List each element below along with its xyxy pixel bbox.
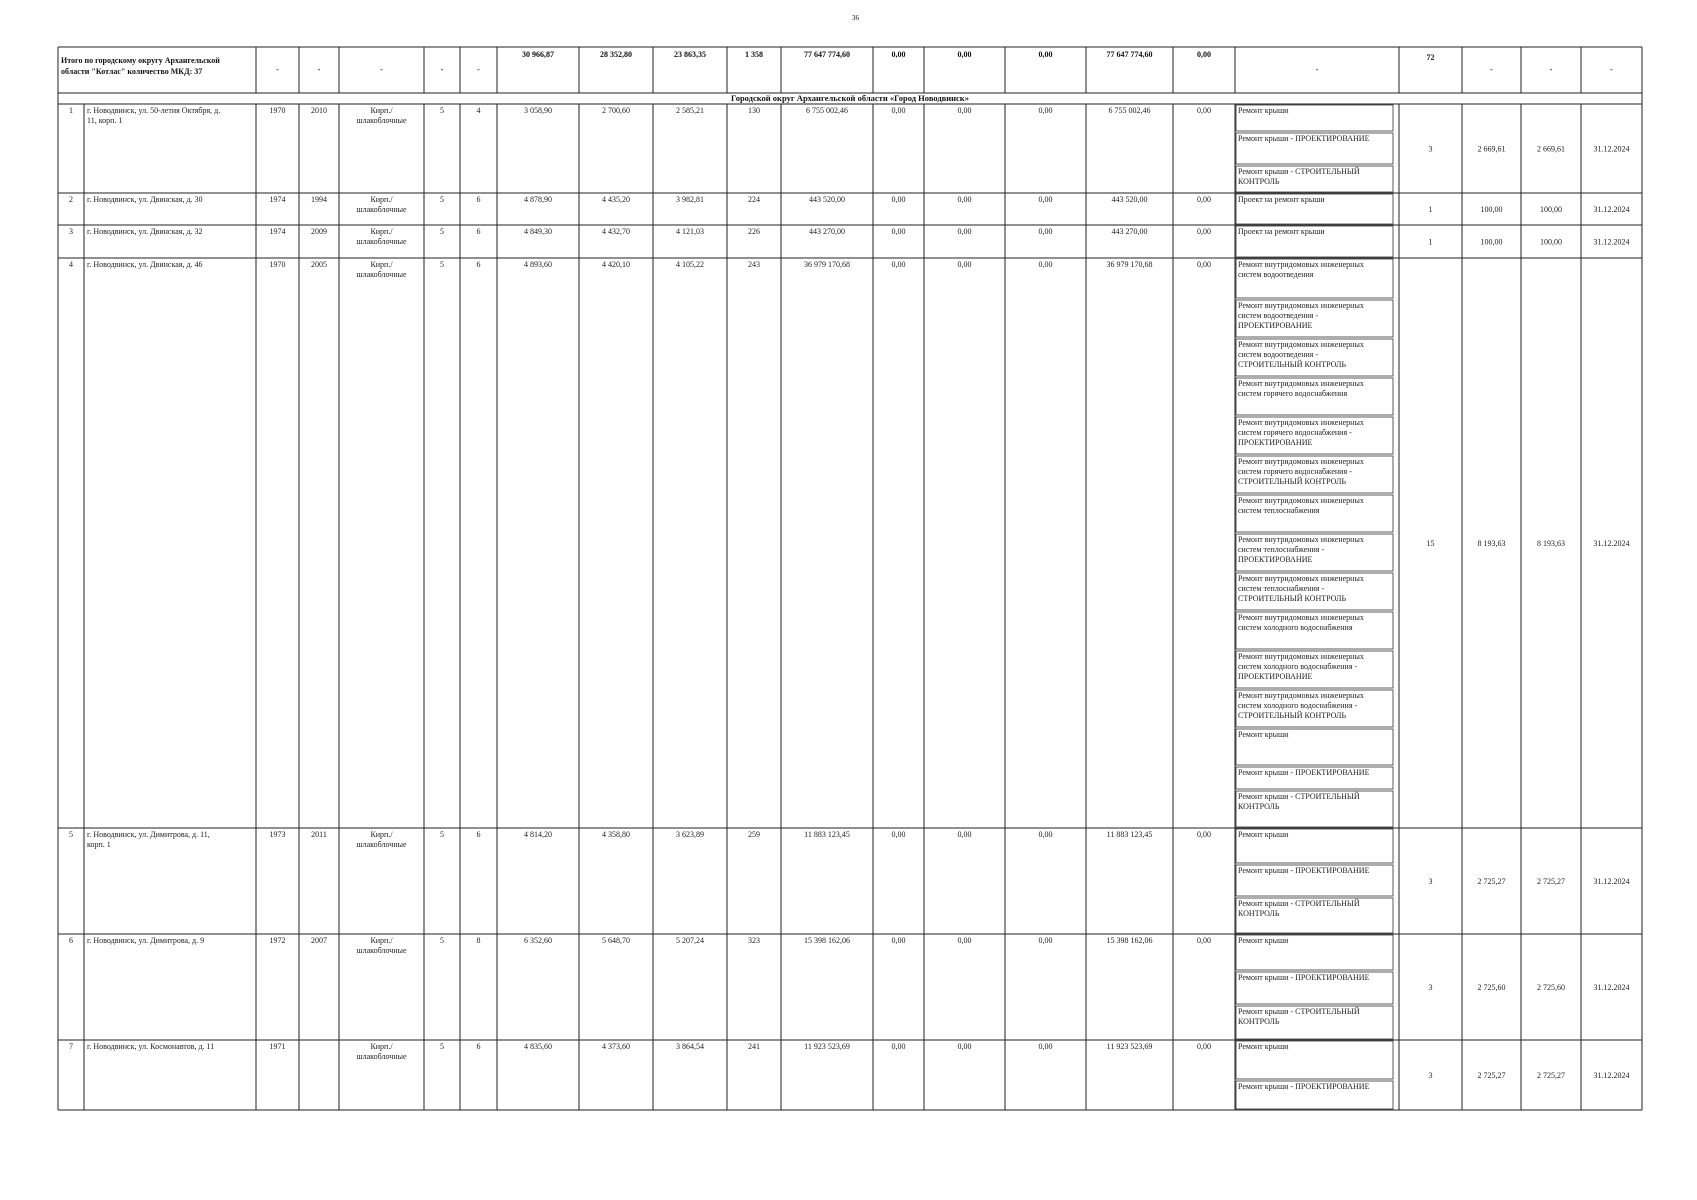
work-item-text: Ремонт крыши - ПРОЕКТИРОВАНИЕ (1238, 134, 1370, 143)
row-address: г. Новодвинск, ул. 50-летия Октября, д. (87, 106, 221, 115)
row-limit-cost: 100,00 (1540, 237, 1562, 247)
row-wall-material: шлакоблочные (356, 116, 407, 125)
row-fund-owners: 6 755 002,46 (1108, 106, 1151, 115)
row-area-total: 3 058,90 (524, 106, 552, 115)
row-year-overhaul: 2007 (311, 936, 327, 945)
row-floors: 5 (440, 106, 444, 115)
work-item-text: систем теплоснабжения (1238, 506, 1320, 515)
row-cost-total: 15 398 162,06 (804, 936, 850, 945)
work-item-text: Ремонт внутридомовых инженерных (1238, 613, 1364, 622)
row-work-count: 15 (1426, 539, 1435, 548)
total-row-dash: - (1549, 65, 1553, 74)
work-item-text: систем горячего водоснабжения (1238, 389, 1348, 398)
row-area-residential: 4 121,03 (676, 227, 704, 236)
row-address: г. Новодвинск, ул. Двинская, д. 46 (87, 260, 203, 269)
section-header-title: Городской округ Архангельской области «Город Новодвинск» (731, 93, 969, 103)
table-row (58, 225, 1642, 258)
total-row-dash: - (477, 65, 480, 74)
row-year-built: 1972 (269, 936, 286, 945)
row-unit-cost: 2 725,60 (1477, 983, 1506, 992)
row-limit-cost: 2 725,27 (1537, 1071, 1565, 1080)
row-limit-cost: 8 193,63 (1537, 539, 1565, 548)
row-fund-owners: 15 398 162,06 (1106, 936, 1153, 945)
row-fund-region: 0,00 (957, 830, 972, 839)
row-limit-cost: 2 669,61 (1537, 144, 1565, 154)
work-item-text: Ремонт внутридомовых инженерных (1238, 418, 1364, 427)
row-number: 1 (69, 106, 73, 115)
row-year-overhaul: 1994 (311, 195, 327, 204)
row-wall-material: шлакоблочные (356, 237, 407, 246)
row-work-count: 3 (1428, 144, 1433, 154)
work-item-text: ПРОЕКТИРОВАНИЕ (1238, 555, 1313, 564)
work-item-text: Ремонт крыши - ПРОЕКТИРОВАНИЕ (1238, 768, 1370, 777)
row-fund-other: 0,00 (1197, 1042, 1211, 1051)
row-fund-other: 0,00 (1197, 106, 1211, 115)
row-address: 11, корп. 1 (87, 116, 123, 125)
row-area-residential: 3 864,54 (676, 1042, 704, 1051)
row-wall-material: шлакоблочные (356, 270, 407, 279)
work-item-text: Ремонт внутридомовых инженерных (1238, 496, 1364, 505)
work-item-text: Ремонт внутридомовых инженерных (1238, 535, 1364, 544)
row-fund-other: 0,00 (1197, 195, 1211, 204)
row-year-built: 1970 (269, 106, 286, 115)
work-item-text: КОНТРОЛЬ (1238, 177, 1280, 186)
row-unit-cost: 2 725,27 (1477, 1071, 1506, 1080)
total-row-value: 23 863,35 (674, 50, 706, 59)
row-wall-material: Кирп./ (370, 936, 393, 945)
row-residents: 226 (748, 227, 760, 236)
row-unit-cost: 8 193,63 (1477, 539, 1506, 548)
row-year-overhaul: 2011 (311, 830, 327, 839)
row-floors: 5 (440, 227, 444, 236)
total-row-dash: - (1610, 65, 1613, 74)
row-work-count: 3 (1428, 983, 1433, 992)
table-row (58, 193, 1642, 225)
table-row (58, 828, 1642, 934)
row-fund-region: 0,00 (957, 936, 972, 945)
row-year-built: 1973 (269, 830, 286, 839)
work-item-text: систем водоотведения - (1238, 311, 1319, 320)
row-fund-other: 0,00 (1197, 260, 1211, 269)
row-work-count: 1 (1428, 205, 1433, 214)
work-item-text: систем водоотведения (1238, 270, 1314, 279)
row-deadline: 31.12.2024 (1593, 237, 1630, 247)
row-fund-owners: 443 520,00 (1111, 195, 1148, 204)
work-item-text: Ремонт крыши (1238, 1042, 1289, 1051)
row-area-total: 4 814,20 (524, 830, 552, 839)
table-row (58, 104, 1642, 193)
work-item-text: ПРОЕКТИРОВАНИЕ (1238, 672, 1313, 681)
work-item-text: СТРОИТЕЛЬНЫЙ КОНТРОЛЬ (1238, 711, 1347, 720)
row-deadline: 31.12.2024 (1593, 983, 1630, 992)
row-unit-cost: 2 725,27 (1477, 877, 1506, 886)
row-fund-federal: 0,00 (891, 227, 906, 236)
row-wall-material: Кирп./ (370, 227, 393, 236)
row-limit-cost: 2 725,27 (1537, 877, 1565, 886)
total-row-value: 1 358 (745, 50, 763, 59)
total-row-value: 0,00 (891, 50, 906, 59)
work-item-text: Ремонт крыши (1238, 936, 1289, 945)
row-area-living: 5 648,70 (602, 936, 630, 945)
row-entrances: 6 (476, 195, 481, 204)
row-year-overhaul: 2009 (311, 227, 327, 236)
row-unit-cost: 2 669,61 (1477, 144, 1506, 154)
work-item-text: ПРОЕКТИРОВАНИЕ (1238, 321, 1313, 330)
row-area-residential: 3 623,89 (676, 830, 704, 839)
row-fund-local: 0,00 (1038, 195, 1053, 204)
row-floors: 5 (440, 936, 444, 945)
row-deadline: 31.12.2024 (1593, 539, 1630, 548)
row-area-residential: 3 982,81 (676, 195, 704, 204)
row-area-living: 4 420,10 (602, 260, 630, 269)
row-entrances: 8 (476, 936, 481, 945)
total-row-label: области "Котлас" количество МКД: 37 (61, 67, 203, 76)
row-fund-federal: 0,00 (891, 106, 906, 115)
row-residents: 259 (748, 830, 760, 839)
total-row-value: 77 647 774,60 (1106, 50, 1153, 59)
work-item-text: Ремонт крыши - ПРОЕКТИРОВАНИЕ (1238, 866, 1370, 875)
row-limit-cost: 2 725,60 (1537, 983, 1565, 992)
row-cost-total: 36 979 170,68 (804, 260, 850, 269)
total-row-value: 0,00 (957, 50, 972, 59)
row-floors: 5 (440, 1042, 444, 1051)
row-area-total: 4 849,30 (524, 227, 552, 236)
row-fund-region: 0,00 (957, 260, 972, 269)
row-area-living: 4 358,80 (602, 830, 630, 839)
row-cost-total: 11 883 123,45 (804, 830, 850, 839)
work-item-text: Ремонт крыши - ПРОЕКТИРОВАНИЕ (1238, 1082, 1370, 1091)
row-fund-owners: 11 883 123,45 (1106, 830, 1153, 839)
row-wall-material: шлакоблочные (356, 946, 407, 955)
row-year-overhaul: 2005 (311, 260, 327, 269)
row-deadline: 31.12.2024 (1593, 144, 1630, 154)
row-address: г. Новодвинск, ул. Димитрова, д. 9 (87, 936, 205, 945)
work-item-text: Ремонт крыши - СТРОИТЕЛЬНЫЙ (1238, 1007, 1360, 1016)
row-fund-federal: 0,00 (891, 936, 906, 945)
row-year-built: 1971 (269, 1042, 286, 1051)
row-unit-cost: 100,00 (1480, 205, 1503, 214)
row-wall-material: Кирп./ (370, 1042, 393, 1051)
row-address: г. Новодвинск, ул. Двинская, д. 30 (87, 195, 203, 204)
row-year-overhaul: 2010 (311, 106, 327, 115)
total-row-dash: - (380, 65, 383, 74)
work-item-text: систем холодного водоснабжения - (1238, 662, 1358, 671)
row-wall-material: Кирп./ (370, 195, 393, 204)
row-entrances: 6 (476, 227, 481, 236)
work-item-text: Ремонт крыши - СТРОИТЕЛЬНЫЙ (1238, 899, 1360, 908)
work-item-text: КОНТРОЛЬ (1238, 909, 1280, 918)
work-item-text: Проект на ремонт крыши (1238, 227, 1325, 236)
row-fund-owners: 443 270,00 (1111, 227, 1148, 236)
row-fund-federal: 0,00 (891, 195, 906, 204)
work-item-text: Проект на ремонт крыши (1238, 195, 1325, 204)
row-cost-total: 443 270,00 (809, 227, 845, 236)
work-item-text: КОНТРОЛЬ (1238, 802, 1280, 811)
row-cost-total: 443 520,00 (809, 195, 845, 204)
total-row-value: 28 352,80 (600, 50, 632, 59)
work-item-text: Ремонт внутридомовых инженерных (1238, 652, 1364, 661)
row-entrances: 6 (476, 1042, 481, 1051)
total-row-dash: - (1315, 65, 1319, 74)
row-fund-local: 0,00 (1038, 106, 1053, 115)
total-row-dash: - (440, 65, 444, 74)
row-area-residential: 5 207,24 (676, 936, 704, 945)
row-cost-total: 6 755 002,46 (806, 106, 848, 115)
table-row (58, 258, 1642, 828)
work-item-text: Ремонт внутридомовых инженерных (1238, 340, 1364, 349)
row-fund-local: 0,00 (1038, 227, 1053, 236)
work-item-text: Ремонт крыши - СТРОИТЕЛЬНЫЙ (1238, 167, 1360, 176)
total-row-value: 77 647 774,60 (804, 50, 850, 59)
row-fund-region: 0,00 (957, 195, 972, 204)
work-item-text: Ремонт крыши - ПРОЕКТИРОВАНИЕ (1238, 973, 1370, 982)
row-fund-other: 0,00 (1197, 936, 1211, 945)
row-entrances: 4 (476, 106, 481, 115)
row-cost-total: 11 923 523,69 (804, 1042, 850, 1051)
work-item-text: ПРОЕКТИРОВАНИЕ (1238, 438, 1313, 447)
row-fund-other: 0,00 (1197, 227, 1211, 236)
total-row-value: 0,00 (1197, 50, 1211, 59)
total-row-value: 30 966,87 (522, 50, 554, 59)
row-fund-region: 0,00 (957, 106, 972, 115)
total-row-count: 72 (1426, 53, 1435, 62)
row-wall-material: шлакоблочные (356, 1052, 407, 1061)
row-area-residential: 2 585,21 (676, 106, 704, 115)
page-number: 36 (852, 14, 859, 22)
row-area-living: 4 373,60 (602, 1042, 630, 1051)
row-floors: 5 (440, 260, 444, 269)
total-row-dash: - (1490, 65, 1493, 74)
row-year-built: 1970 (269, 260, 286, 269)
row-number: 6 (69, 936, 73, 945)
row-residents: 241 (748, 1042, 760, 1051)
total-row-label: Итого по городскому округу Архангельской (61, 56, 220, 65)
row-address: г. Новодвинск, ул. Димитрова, д. 11, (87, 830, 210, 839)
total-row-value: 0,00 (1038, 50, 1053, 59)
work-item-text: систем горячего водоснабжения - (1238, 467, 1352, 476)
row-fund-region: 0,00 (957, 1042, 972, 1051)
table-row (58, 1040, 1642, 1110)
row-area-residential: 4 105,22 (676, 260, 704, 269)
row-fund-federal: 0,00 (891, 830, 906, 839)
row-fund-local: 0,00 (1038, 830, 1053, 839)
row-residents: 224 (748, 195, 760, 204)
work-item-text: систем холодного водоснабжения (1238, 623, 1353, 632)
row-residents: 130 (748, 106, 760, 115)
row-wall-material: Кирп./ (370, 830, 393, 839)
row-fund-region: 0,00 (957, 227, 972, 236)
work-item-text: Ремонт внутридомовых инженерных (1238, 260, 1364, 269)
table-row (58, 934, 1642, 1040)
row-fund-owners: 11 923 523,69 (1106, 1042, 1153, 1051)
work-item-text: систем теплоснабжения - (1238, 584, 1325, 593)
row-area-living: 2 700,60 (602, 106, 630, 115)
row-fund-federal: 0,00 (891, 260, 906, 269)
work-item-text: Ремонт крыши (1238, 730, 1289, 739)
row-address: г. Новодвинск, ул. Двинская, д. 32 (87, 227, 203, 236)
row-limit-cost: 100,00 (1540, 205, 1562, 214)
row-year-built: 1974 (269, 227, 286, 236)
row-wall-material: шлакоблочные (356, 840, 407, 849)
work-item-text: Ремонт крыши - СТРОИТЕЛЬНЫЙ (1238, 792, 1360, 801)
row-number: 3 (69, 227, 73, 236)
row-address: корп. 1 (87, 840, 111, 849)
row-area-living: 4 432,70 (602, 227, 630, 236)
row-number: 2 (69, 195, 73, 204)
row-wall-material: Кирп./ (370, 260, 393, 269)
row-floors: 5 (440, 195, 444, 204)
row-fund-federal: 0,00 (891, 1042, 906, 1051)
row-fund-local: 0,00 (1038, 1042, 1053, 1051)
row-fund-local: 0,00 (1038, 260, 1053, 269)
row-area-total: 4 893,60 (524, 260, 552, 269)
row-wall-material: Кирп./ (370, 106, 393, 115)
work-item-text: СТРОИТЕЛЬНЫЙ КОНТРОЛЬ (1238, 594, 1347, 603)
row-number: 4 (69, 260, 73, 269)
work-item-text: Ремонт внутридомовых инженерных (1238, 301, 1364, 310)
work-item-text: систем водоотведения - (1238, 350, 1319, 359)
row-year-built: 1974 (269, 195, 286, 204)
work-item-text: Ремонт внутридомовых инженерных (1238, 691, 1364, 700)
work-item-text: СТРОИТЕЛЬНЫЙ КОНТРОЛЬ (1238, 477, 1347, 486)
row-area-total: 4 878,90 (524, 195, 552, 204)
work-item-text: систем холодного водоснабжения - (1238, 701, 1358, 710)
row-work-count: 3 (1428, 1071, 1433, 1080)
row-area-total: 6 352,60 (524, 936, 552, 945)
row-residents: 323 (748, 936, 760, 945)
work-item-text: КОНТРОЛЬ (1238, 1017, 1280, 1026)
row-residents: 243 (748, 260, 760, 269)
row-number: 7 (69, 1042, 73, 1051)
row-fund-local: 0,00 (1038, 936, 1053, 945)
row-address: г. Новодвинск, ул. Космонавтов, д. 11 (87, 1042, 215, 1051)
row-work-count: 1 (1428, 237, 1433, 247)
row-entrances: 6 (476, 260, 481, 269)
work-item-text: Ремонт внутридомовых инженерных (1238, 379, 1364, 388)
total-row-dash: - (276, 65, 279, 74)
row-deadline: 31.12.2024 (1593, 877, 1630, 886)
row-floors: 5 (440, 830, 444, 839)
row-fund-owners: 36 979 170,68 (1106, 260, 1153, 269)
work-item-text: Ремонт внутридомовых инженерных (1238, 457, 1364, 466)
row-work-count: 3 (1428, 877, 1433, 886)
work-item-text: Ремонт внутридомовых инженерных (1238, 574, 1364, 583)
work-item-text: Ремонт крыши (1238, 830, 1289, 839)
row-area-living: 4 435,20 (602, 195, 630, 204)
total-row-dash: - (317, 65, 321, 74)
work-item-text: СТРОИТЕЛЬНЫЙ КОНТРОЛЬ (1238, 360, 1347, 369)
row-fund-other: 0,00 (1197, 830, 1211, 839)
row-deadline: 31.12.2024 (1593, 1071, 1630, 1080)
row-deadline: 31.12.2024 (1593, 205, 1630, 214)
row-number: 5 (69, 830, 73, 839)
work-item-text: систем теплоснабжения - (1238, 545, 1325, 554)
row-entrances: 6 (476, 830, 481, 839)
work-item-text: систем горячего водоснабжения - (1238, 428, 1352, 437)
row-unit-cost: 100,00 (1480, 237, 1503, 247)
row-area-total: 4 835,60 (524, 1042, 552, 1051)
work-item-text: Ремонт крыши (1238, 106, 1289, 115)
row-wall-material: шлакоблочные (356, 205, 407, 214)
